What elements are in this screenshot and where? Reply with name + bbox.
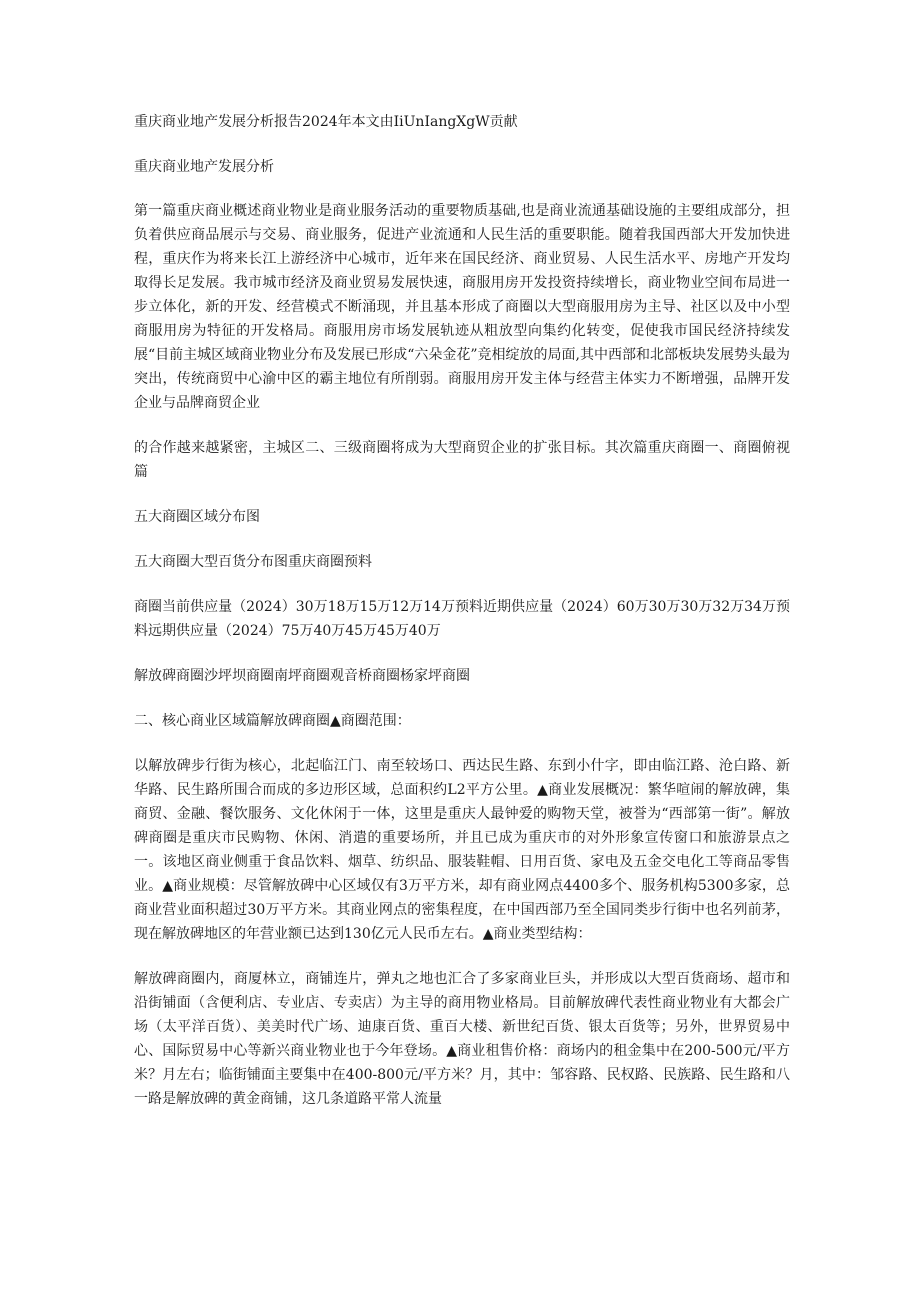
paragraph-jiefangbei-scope: 以解放碑步行街为核心，北起临江门、南至较场口、西达民生路、东到小什字，即由临江路、沧白路、新华路、民生路所围合而成的多边形区域，总面积约L2平方公里。▲商业发展概况：繁华喧闹的解放碑，集商贸、金融、餐饮服务、文化休闲于一体，这里是重庆人最钟爱的购物天堂，被誉为“西部第一街”。解放碑商圈是重庆市民购物、休闲、消遣的重要场所，并且已成为重庆市的对外形象宣传窗口和旅游景点之一。该地区商业侧重于食品饮料、烟草、纺织品、服装鞋帽、日用百货、家电及五金交电化工等商品零售业。▲商业规模：尽管解放碑中心区域仅有3万平方米，却有商业网点4400多个、服务机构5300多家，总商业营业面积超过30万平方米。其商业网点的密集程度，在中国西部乃至全国同类步行街中也名列前茅，现在解放碑地区的年营业额已达到130亿元人民币左右。▲商业类型结构：: [134, 758, 790, 942]
section-heading-core-area: 二、核心商业区域篇解放碑商圈▲商圈范围：: [134, 713, 411, 729]
paragraph-supply-figures: 商圈当前供应量（2024）30万18万15万12万14万预料近期供应量（2024）60万30万30万32万34万预料远期供应量（2024）75万40万45万45万40万: [134, 599, 790, 639]
header-line: 重庆商业地产发展分析报告2024年本文由IiUnIangXgW贡献: [134, 114, 518, 130]
paragraph-jiefangbei-structure: 解放碑商圈内，商厦林立，商铺连片，弹丸之地也汇合了多家商业巨头，并形成以大型百货商场、超市和沿街铺面（含便利店、专业店、专卖店）为主导的商用物业格局。目前解放碑代表性商业物业有大都会广场（太平洋百货）、美美时代广场、迪康百货、重百大楼、新世纪百货、银太百货等；另外，世界贸易中心、国际贸易中心等新兴商业物业也于今年登场。▲商业租售价格：商场内的租金集中在200-500元/平方米？月左右；临街铺面主要集中在400-800元/平方米？月，其中：邹容路、民权路、民族路、民生路和八一路是解放碑的黄金商铺，这几条道路平常人流量: [134, 971, 790, 1107]
document-title: 重庆商业地产发展分析: [134, 159, 274, 175]
paragraph-cooperation: 的合作越来越紧密，主城区二、三级商圈将成为大型商贸企业的扩张目标。其次篇重庆商圈一、商圈俯视篇: [134, 440, 790, 480]
paragraph-overview: 第一篇重庆商业概述商业物业是商业服务活动的重要物质基础,也是商业流通基础设施的主要组成部分，担负着供应商品展示与交易、商业服务，促进产业流通和人民生活的重要职能。随着我国西部大开发加快进程，重庆作为将来长江上游经济中心城市，近年来在国民经济、商业贸易、人民生活水平、房地产开发均取得长足发展。我市城市经济及商业贸易发展快速，商服用房开发投资持续增长，商业物业空间布局进一步立体化，新的开发、经营模式不断涌现，并且基本形成了商圈以大型商服用房为主导、社区以及中小型商服用房为特征的开发格局。商服用房市场发展轨迹从粗放型向集约化转变，促使我市国民经济持续发展“目前主城区域商业物业分布及发展已形成“六朵金花”竞相绽放的局面,其中西部和北部板块发展势头最为突出，传统商贸中心渝中区的霸主地位有所削弱。商服用房开发主体与经营主体实力不断增强，品牌开发企业与品牌商贸企业: [134, 203, 790, 411]
paragraph-department-store-map: 五大商圈大型百货分布图重庆商圈预料: [134, 554, 372, 570]
paragraph-district-map: 五大商圈区域分布图: [134, 509, 260, 525]
paragraph-district-names: 解放碑商圈沙坪坝商圈南坪商圈观音桥商圈杨家坪商圈: [134, 668, 470, 684]
document-page: [134, 110, 790, 1132]
